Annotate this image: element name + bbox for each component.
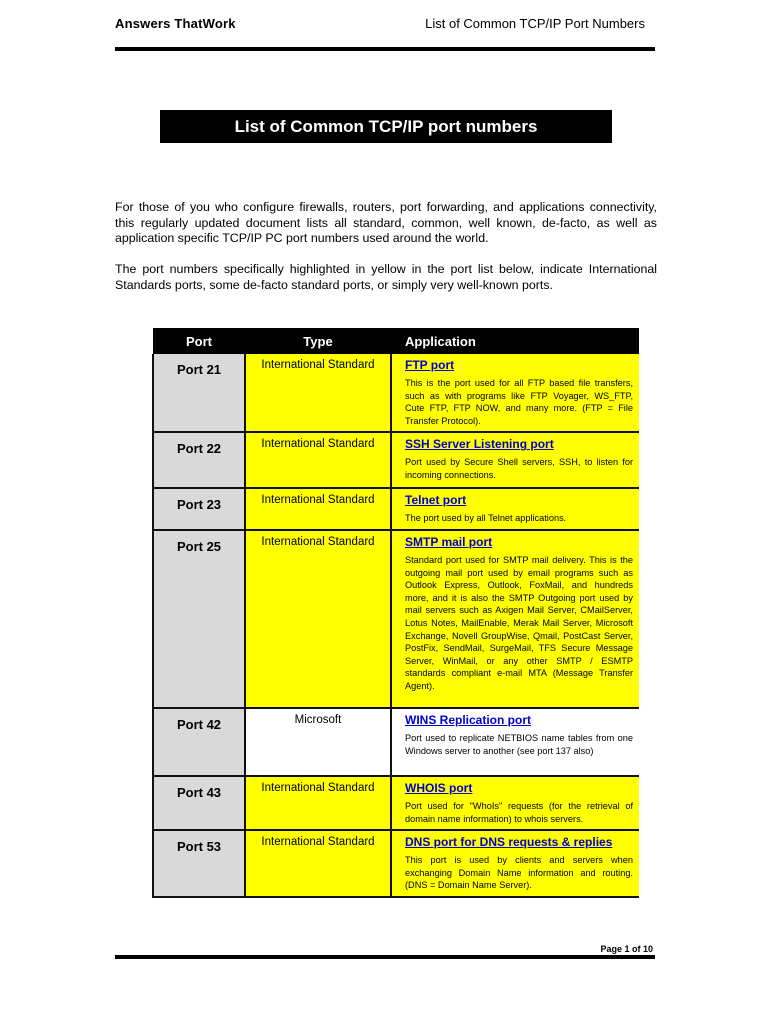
application-cell: [391, 488, 639, 530]
footer-rule: [115, 955, 655, 959]
port-number: Port 43: [153, 776, 245, 830]
application-description: Port used to replicate NETBIOS name tables from one Windows server to another (see port 137 also): [405, 732, 633, 756]
table-row: [153, 776, 639, 830]
port-number: Port 22: [153, 432, 245, 488]
application-link[interactable]: DNS port for DNS requests & replies: [405, 835, 613, 850]
document-title: List of Common TCP/IP port numbers: [160, 110, 612, 143]
application-description: This port is used by clients and servers when exchanging Domain Name information and routing. (DNS = Domain Name Server).: [405, 855, 633, 891]
application-cell: [391, 708, 639, 776]
port-number: Port 23: [153, 488, 245, 530]
application-link[interactable]: WHOIS port: [405, 780, 473, 795]
port-number: Port 53: [153, 830, 245, 897]
brand-name: Answers ThatWork: [115, 16, 236, 31]
port-type: Microsoft: [245, 708, 391, 776]
intro-paragraph-1: For those of you who configure firewalls, routers, port forwarding, and applications connectivity, this regularly updated document lists all standard, common, well known, de-facto, as well as application specific TCP/IP PC port numbers used around the world.: [115, 200, 657, 246]
table-row: [153, 354, 639, 432]
intro-paragraph-2: The port numbers specifically highlighted in yellow in the port list below, indicate International Standards ports, some de-facto standard ports, or simply very well-known ports.: [115, 262, 657, 292]
application-link[interactable]: FTP port: [405, 358, 455, 372]
application-description: Port used for "WhoIs" requests (for the retrieval of domain name information) to whois servers.: [405, 800, 633, 824]
application-description: The port used by all Telnet applications.: [405, 513, 567, 524]
table-row: [153, 488, 639, 530]
application-cell: [391, 530, 639, 708]
column-header-port: Port: [153, 328, 245, 354]
application-cell: [391, 830, 639, 897]
port-type: International Standard: [245, 488, 391, 530]
table-header-row: [153, 328, 639, 354]
page-number: Page 1 of 10: [600, 944, 653, 954]
application-description: This is the port used for all FTP based file transfers, such as with programs like FTP Voyager, WS_FTP, Cute FTP, FTP NOW, and many more. (FTP = File Transfer Protocol).: [405, 378, 633, 426]
column-header-application: Application: [391, 328, 639, 354]
application-link[interactable]: Telnet port: [405, 493, 467, 508]
table-row: [153, 708, 639, 776]
column-header-type: Type: [245, 328, 391, 354]
port-type: International Standard: [245, 354, 391, 432]
application-link[interactable]: SSH Server Listening port: [405, 437, 554, 452]
table-row: [153, 530, 639, 708]
port-type: International Standard: [245, 432, 391, 488]
port-number: Port 21: [153, 354, 245, 432]
application-link[interactable]: WINS Replication port: [405, 712, 531, 727]
application-description: Port used by Secure Shell servers, SSH, to listen for incoming connections.: [405, 457, 633, 480]
port-number: Port 25: [153, 530, 245, 708]
port-type: International Standard: [245, 776, 391, 830]
application-link[interactable]: SMTP mail port: [405, 534, 493, 549]
application-cell: [391, 776, 639, 830]
application-cell: [391, 432, 639, 488]
application-description: Standard port used for SMTP mail delivery. This is the outgoing mail port used by email programs such as Outlook Express, Outlook, FoxMail, and hundreds more, and it is also the SMTP Outgoing port used by mail servers such as Axigen Mail Server, CMailServer, Lotus Notes, MailEnable, Merak Mail Server, Microsoft Exchange, Novell GroupWise, Qmail, PostCast Server, PostFix, SendMail, SurgeMail, TFS Secure Message Server, WinMail, or any other SMTP / ESMTP standards compliant e-mail MTA (Message Transfer Agent).: [405, 554, 633, 691]
header-doc-title: List of Common TCP/IP Port Numbers: [425, 16, 645, 31]
port-table: [152, 328, 639, 898]
header-rule: [115, 47, 655, 51]
application-cell: [391, 354, 639, 432]
table-row: [153, 432, 639, 488]
port-type: International Standard: [245, 830, 391, 897]
port-type: International Standard: [245, 530, 391, 708]
page-header: [115, 14, 655, 34]
port-number: Port 42: [153, 708, 245, 776]
table-row: [153, 830, 639, 897]
